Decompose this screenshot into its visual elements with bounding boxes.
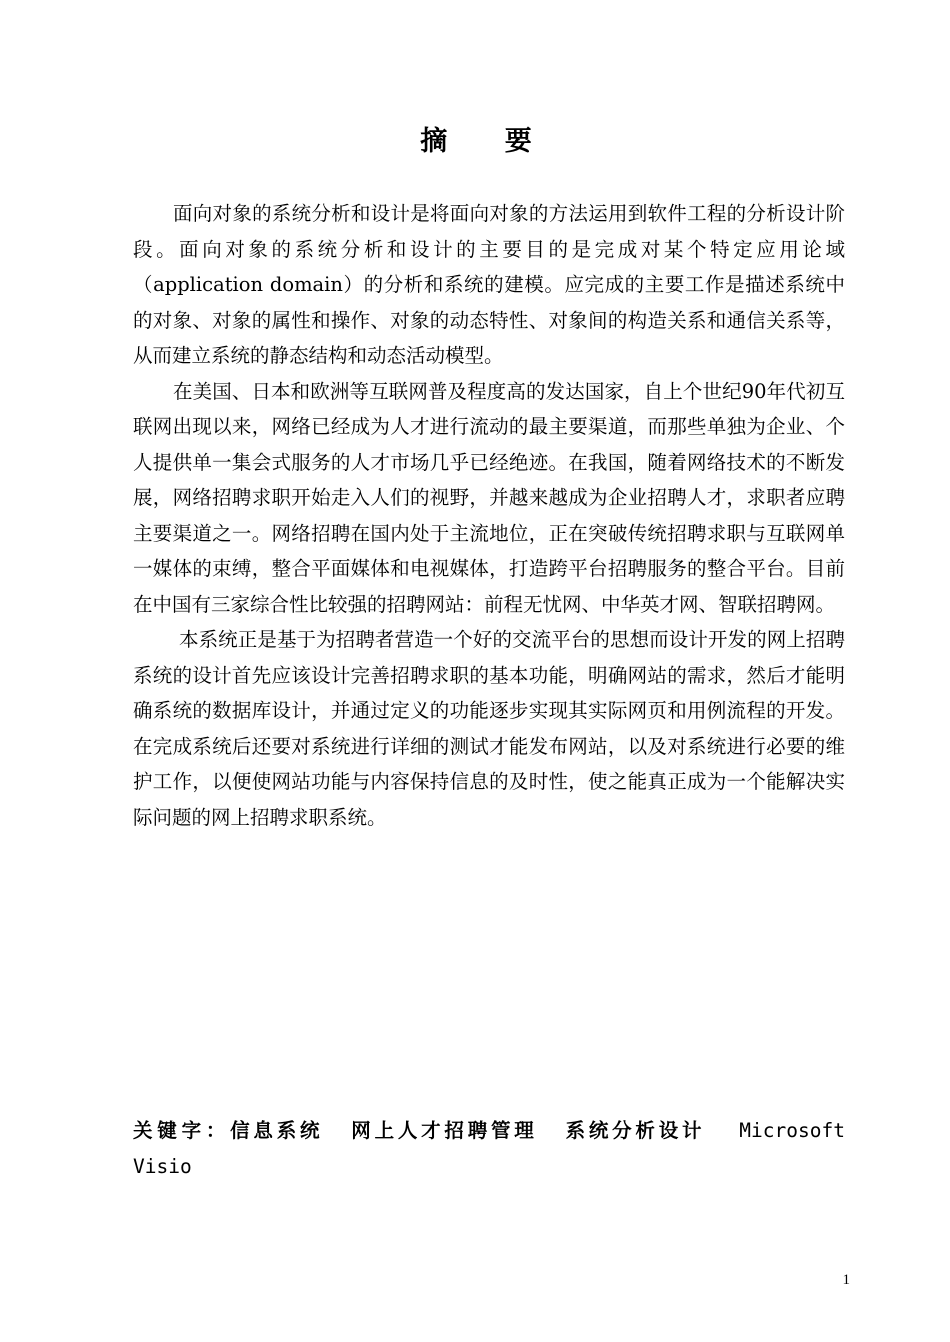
abstract-paragraph-1: 面向对象的系统分析和设计是将面向对象的方法运用到软件工程的分析设计阶段。面向对象的系统分析和设计的主要目的是完成对某个特定应用论域（application domain）的分析和系统的建模。应完成的主要工作是描述系统中的对象、对象的属性和操作、对象的动态特性、对象间的构造关系和通信关系等，从而建立系统的静态结构和动态活动模型。 <box>133 202 845 367</box>
page-number: 1 <box>842 1272 850 1288</box>
abstract-paragraph-2: 在美国、日本和欧洲等互联网普及程度高的发达国家，自上个世纪90年代初互联网出现以来，网络已经成为人才进行流动的最主要渠道，而那些单独为企业、个人提供单一集会式服务的人才市场几乎已经绝迹。在我国，随着网络技术的不断发展，网络招聘求职开始走入人们的视野，并越来越成为企业招聘人才，求职者应聘主要渠道之一。网络招聘在国内处于主流地位，正在突破传统招聘求职与互联网单一媒体的束缚，整合平面媒体和电视媒体，打造跨平台招聘服务的整合平台。目前在中国有三家综合性比较强的招聘网站：前程无忧网、中华英才网、智联招聘网。 <box>133 379 845 616</box>
abstract-paragraph-3: 本系统正是基于为招聘者营造一个好的交流平台的思想而设计开发的网上招聘系统的设计首先应该设计完善招聘求职的基本功能，明确网站的需求，然后才能明确系统的数据库设计，并通过定义的功能逐步实现其实际网页和用例流程的开发。在完成系统后还要对系统进行详细的测试才能发布网站，以及对系统进行必要的维护工作，以便使网站功能与内容保持信息的及时性，使之能真正成为一个能解决实际问题的网上招聘求职系统。 <box>133 628 845 829</box>
abstract-body <box>133 196 845 835</box>
keyword-item: Microsoft Visio <box>133 1119 845 1178</box>
abstract-title: 摘 要 <box>420 126 556 157</box>
keyword-item: 信息系统 <box>230 1119 324 1142</box>
keywords-label: 关键字： <box>133 1119 231 1142</box>
keyword-item: 系统分析设计 <box>565 1119 706 1142</box>
keywords-line <box>133 1113 845 1185</box>
keyword-item: 网上人才招聘管理 <box>351 1119 538 1142</box>
